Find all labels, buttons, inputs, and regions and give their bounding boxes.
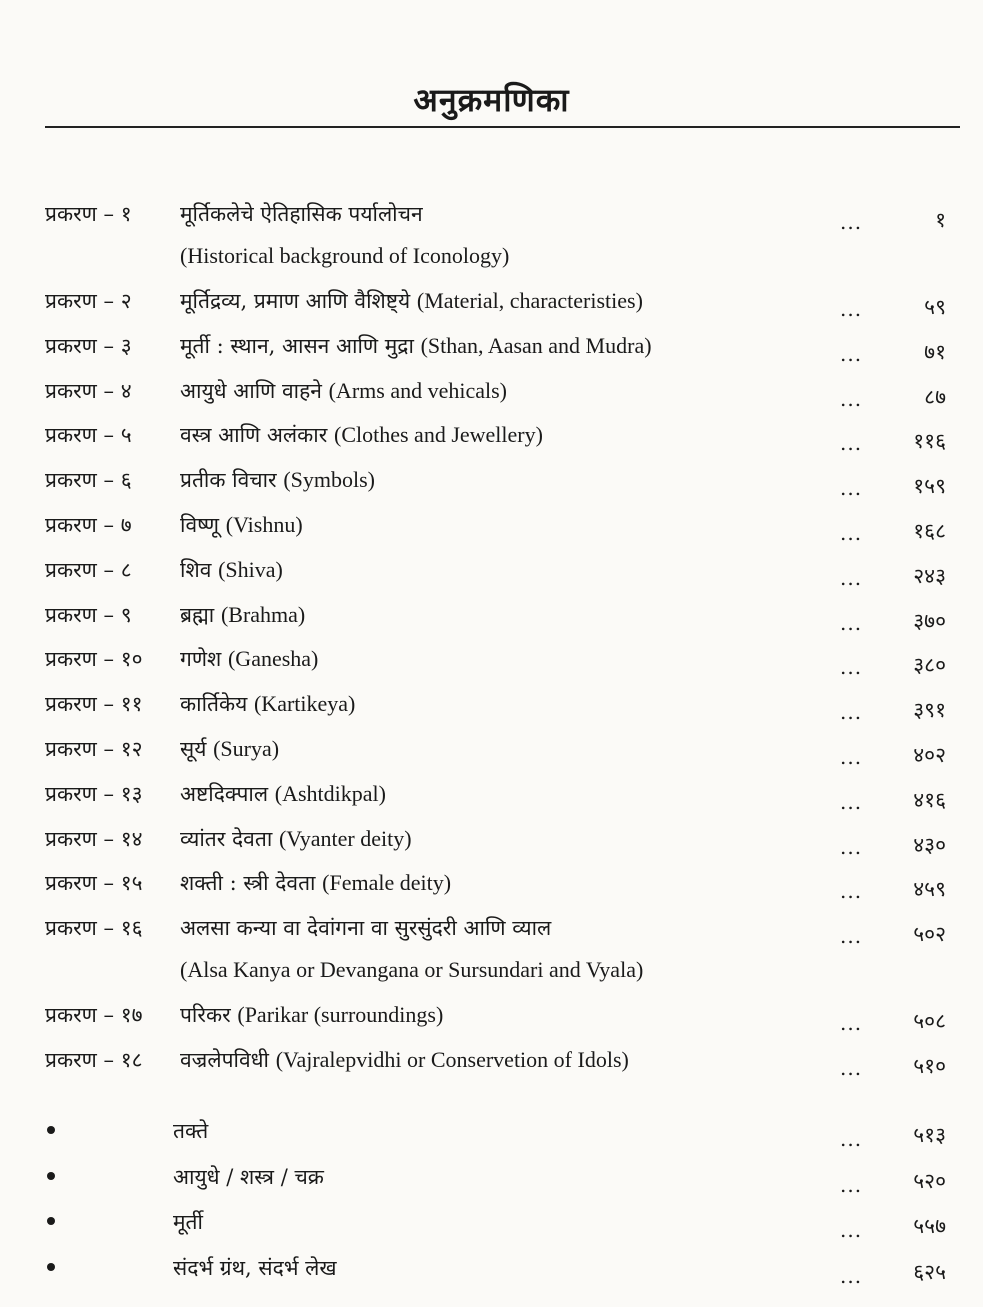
page-number: ६२५ (913, 1259, 946, 1284)
chapter-label: प्रकरण – ५ (45, 423, 132, 448)
chapter-title: सूर्य (180, 736, 207, 761)
chapter-title: प्रतीक विचार (180, 468, 277, 493)
chapter-title-cell (180, 555, 840, 585)
leader-dots: ... (840, 1055, 863, 1080)
bullet-icon (47, 1217, 55, 1225)
chapter-english: (Clothes and Jewellery) (334, 422, 543, 448)
leader-dots: ... (840, 1172, 863, 1197)
chapter-label: प्रकरण – ११ (45, 692, 143, 717)
chapter-title-cell (180, 199, 840, 271)
page-number: ४५९ (913, 877, 946, 902)
leader-dots: ... (840, 1011, 863, 1036)
chapter-title: अष्टदिक्पाल (180, 781, 269, 806)
chapter-english: (Material, characteristies) (416, 288, 643, 313)
chapter-title-cell (180, 465, 840, 495)
page-number: ४३० (913, 832, 946, 857)
appendix-title: मूर्ती (173, 1210, 203, 1234)
leader-dots: ... (840, 834, 863, 859)
chapter-english: (Ashtdikpal) (274, 780, 386, 806)
chapter-title: वस्त्र आणि अलंकार (180, 423, 328, 448)
toc-row (45, 282, 960, 327)
leader-dots: ... (840, 297, 863, 321)
chapter-label: प्रकरण – १५ (45, 871, 143, 896)
page-number: ५१० (913, 1053, 946, 1078)
chapter-title-cell (180, 689, 840, 719)
chapter-subtitle: (Alsa Kanya or Devangana or Sursundari and Vyala) (180, 957, 644, 983)
toc-row (45, 685, 960, 730)
page-number: ४१६ (913, 787, 946, 812)
chapter-english: (Symbols) (283, 467, 376, 493)
chapter-english: (Ganesha) (227, 646, 319, 672)
chapter-label: प्रकरण – ६ (45, 468, 132, 493)
leader-dots: ... (840, 879, 863, 904)
chapter-label: प्रकरण – ९ (45, 602, 132, 627)
toc-row (45, 775, 960, 820)
chapter-title: कार्तिकेय (180, 692, 248, 717)
page-number: ८७ (924, 384, 946, 409)
chapter-title: परिकर (180, 1003, 231, 1028)
page-title: अनुक्रमणिका (413, 81, 570, 119)
appendix-row (45, 1156, 960, 1202)
toc-row (45, 596, 960, 641)
chapter-title-cell (180, 644, 840, 674)
toc-row (45, 820, 960, 865)
toc-row (45, 416, 960, 461)
chapter-title-cell (180, 868, 840, 898)
chapter-title: आयुधे आणि वाहने (180, 378, 322, 403)
toc-row (45, 909, 960, 996)
toc-row (45, 506, 960, 551)
appendix-title: आयुधे / शस्त्र / चक्र (173, 1164, 324, 1189)
leader-dots: ... (840, 610, 863, 635)
page-number: ११६ (913, 429, 946, 454)
page-number: १ (935, 208, 946, 232)
chapter-english: (Brahma) (220, 601, 306, 627)
chapter-title: गणेश (180, 647, 222, 672)
toc-row (45, 730, 960, 775)
toc-row (45, 461, 960, 506)
chapter-english: (Sthan, Aasan and Mudra) (420, 332, 652, 358)
page-number: ७१ (924, 339, 946, 364)
chapter-title-cell (180, 331, 840, 361)
chapter-label: प्रकरण – ४ (45, 378, 132, 403)
chapter-label: प्रकरण – ७ (45, 512, 132, 537)
chapter-label: प्रकरण – १ (45, 202, 132, 226)
appendix-row (45, 1110, 960, 1156)
page-number: २४३ (913, 563, 946, 588)
chapter-title-cell (180, 420, 840, 450)
chapter-title-cell (180, 913, 840, 985)
appendix-title: संदर्भ ग्रंथ, संदर्भ लेख (173, 1255, 337, 1280)
leader-dots: ... (840, 744, 863, 769)
page-number: ५५७ (913, 1214, 946, 1238)
page-number: ३७० (913, 608, 946, 633)
chapter-english: (Female deity) (322, 870, 452, 896)
bullet-icon (47, 1126, 55, 1134)
chapter-english: (Arms and vehicals) (328, 377, 507, 403)
page-number: ५१३ (913, 1123, 946, 1147)
leader-dots: ... (840, 341, 863, 366)
chapter-english: (Shiva) (218, 556, 283, 582)
leader-dots: ... (840, 431, 863, 456)
chapter-english: (Surya) (213, 735, 280, 761)
toc-row (45, 864, 960, 909)
page-number: ३८० (913, 653, 946, 678)
page-number: १६८ (913, 518, 946, 543)
chapter-title: मूर्तिद्रव्य, प्रमाण आणि वैशिष्ट्ये (180, 289, 411, 313)
chapter-english: (Vajralepvidhi or Conservetion of Idols) (275, 1046, 629, 1072)
chapter-title-cell (180, 1045, 840, 1075)
chapter-title-cell (180, 286, 840, 316)
chapter-label: प्रकरण – १३ (45, 781, 143, 806)
leader-dots: ... (840, 1263, 863, 1288)
leader-dots: ... (840, 1218, 863, 1242)
chapter-english: (Parikar (surroundings) (237, 1002, 444, 1028)
chapter-list (45, 195, 960, 1086)
chapter-label: प्रकरण – २ (45, 289, 132, 313)
chapter-title: मूर्तिकलेचे ऐतिहासिक पर्यालोचन (180, 202, 423, 226)
chapter-label: प्रकरण – ३ (45, 333, 132, 358)
toc-row (45, 1041, 960, 1086)
chapter-title: व्यांतर देवता (180, 826, 273, 851)
chapter-label: प्रकरण – ८ (45, 557, 132, 582)
bullet-icon (47, 1263, 55, 1271)
toc-row (45, 640, 960, 685)
page-number: ३९१ (913, 698, 946, 723)
leader-dots: ... (840, 520, 863, 545)
chapter-title-cell (180, 734, 840, 764)
chapter-subtitle: (Historical background of Iconology) (180, 243, 510, 268)
chapter-english: (Vyanter deity) (278, 825, 412, 851)
chapter-label: प्रकरण – १६ (45, 916, 143, 941)
page-number: ४०२ (913, 742, 946, 767)
title-rule (45, 126, 960, 128)
toc-row (45, 996, 960, 1041)
page-number: ५०८ (913, 1009, 946, 1034)
chapter-title: मूर्ती : स्थान, आसन आणि मुद्रा (180, 333, 414, 358)
chapter-title-cell (180, 1000, 840, 1030)
chapter-title: वज्रलेपविधी (180, 1047, 269, 1072)
toc-row (45, 327, 960, 372)
chapter-title: शक्ती : स्त्री देवता (180, 871, 316, 896)
page-number: १५९ (913, 474, 946, 499)
leader-dots: ... (840, 565, 863, 590)
chapter-title: शिव (180, 557, 212, 582)
toc-row (45, 195, 960, 282)
chapter-title: ब्रह्मा (180, 602, 215, 627)
appendix-list (45, 1110, 960, 1292)
chapter-title: विष्णू (180, 512, 220, 537)
page-number: ५२० (913, 1168, 946, 1193)
leader-dots: ... (840, 700, 863, 725)
toc-row (45, 372, 960, 417)
leader-dots: ... (840, 924, 863, 949)
chapter-title-cell (180, 824, 840, 854)
chapter-title: अलसा कन्या वा देवांगना वा सुरसुंदरी आणि व्याल (180, 916, 552, 941)
chapter-label: प्रकरण – १७ (45, 1003, 143, 1028)
chapter-title-cell (180, 376, 840, 406)
leader-dots: ... (840, 789, 863, 814)
leader-dots: ... (840, 210, 863, 234)
chapter-label: प्रकरण – १८ (45, 1047, 143, 1072)
appendix-title: तक्ते (173, 1119, 209, 1143)
appendix-row (45, 1247, 960, 1293)
chapter-english: (Kartikeya) (253, 691, 356, 717)
chapter-title-cell (180, 779, 840, 809)
toc-row (45, 551, 960, 596)
chapter-label: प्रकरण – १० (45, 647, 143, 672)
leader-dots: ... (840, 476, 863, 501)
page-number: ५९ (924, 295, 946, 319)
page-number: ५०२ (913, 922, 946, 947)
appendix-row (45, 1201, 960, 1247)
leader-dots: ... (840, 386, 863, 411)
bullet-icon (47, 1172, 55, 1180)
leader-dots: ... (840, 655, 863, 680)
chapter-label: प्रकरण – १४ (45, 826, 143, 851)
leader-dots: ... (840, 1127, 863, 1151)
chapter-title-cell (180, 510, 840, 540)
chapter-english: (Vishnu) (225, 511, 303, 537)
chapter-label: प्रकरण – १२ (45, 736, 143, 761)
chapter-title-cell (180, 600, 840, 630)
